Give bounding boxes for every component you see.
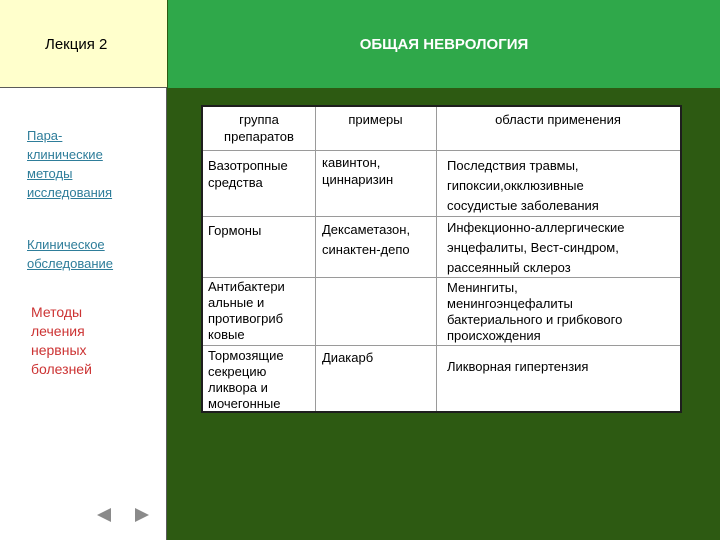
table-cell: кавинтон, циннаризин [322, 155, 394, 187]
column-divider [436, 107, 437, 411]
triangle-right-icon[interactable] [135, 508, 149, 522]
sidebar [0, 0, 167, 540]
triangle-left-icon[interactable] [97, 508, 111, 522]
column-divider [315, 107, 316, 411]
row-divider [203, 345, 680, 346]
table-cell: Антибактери альные и противогриб ковые [208, 279, 285, 342]
header-bar [168, 0, 720, 88]
table-header-group: группа препаратов [224, 112, 294, 144]
row-divider [203, 150, 680, 151]
table-cell: Вазотропные средства [208, 158, 288, 190]
table-cell: Тормозящие секрецию ликвора и мочегонные [208, 348, 284, 411]
table-cell: Дексаметазон, синактен-депо [322, 222, 411, 257]
table-header-applications: области применения [495, 112, 621, 127]
table-cell: Ликворная гипертензия [447, 359, 589, 374]
row-divider [203, 216, 680, 217]
table-cell: Менингиты, менингоэнцефалиты бактериального и грибкового происхождения [447, 280, 623, 343]
lecture-label: Лекция 2 [45, 36, 108, 53]
page-title: ОБЩАЯ НЕВРОЛОГИЯ [359, 36, 529, 53]
drug-table [201, 105, 682, 413]
table-cell: Диакарб [322, 350, 374, 365]
nav-link-paraclinical[interactable]: Пара- клинические методы исследования [27, 128, 113, 200]
table-cell: Последствия травмы, гипоксии,окклюзивные сосудистые заболевания [447, 158, 599, 213]
table-cell: Инфекционно-аллергические энцефалиты, Вест-синдром, рассеянный склероз [447, 220, 625, 275]
lecture-box [0, 0, 167, 88]
nav-link-clinical-exam[interactable]: Клиническое обследование [27, 237, 114, 271]
slide-navigation [97, 508, 157, 524]
table-cell: Гормоны [208, 223, 262, 238]
table-header-examples: примеры [348, 112, 403, 127]
nav-current-treatment: Методы лечения нервных болезней [31, 304, 92, 377]
